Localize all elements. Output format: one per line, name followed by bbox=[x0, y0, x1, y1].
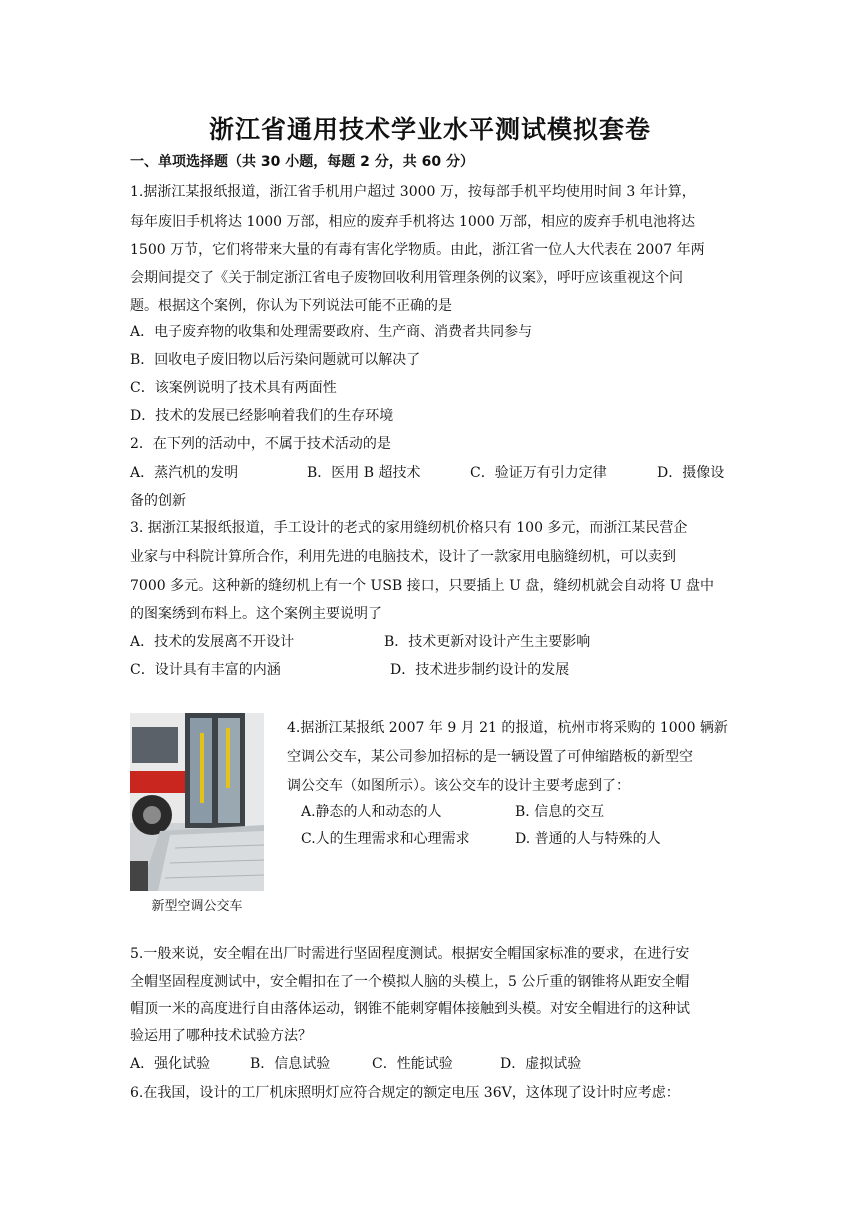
q6-stem: 6.在我国，设计的工厂机床照明灯应符合规定的额定电压 36V，这体现了设计时应考虑： bbox=[130, 1085, 680, 1101]
document-title: 浙江省通用技术学业水平测试模拟套卷 bbox=[208, 115, 651, 144]
q3-option-c: C．设计具有丰富的内涵 bbox=[130, 662, 281, 678]
q5-line: 帽顶一米的高度进行自由落体运动，钢锥不能刺穿帽体接触到头模。对安全帽进行的这种试 bbox=[130, 1001, 690, 1017]
q1-option-a: A．电子废弃物的收集和处理需要政府、生产商、消费者共同参与 bbox=[130, 324, 533, 340]
q2-option-b: B．医用 B 超技术 bbox=[307, 465, 421, 481]
q1-option-c: C．该案例说明了技术具有两面性 bbox=[130, 380, 337, 396]
bus-photo bbox=[130, 713, 264, 891]
q1-line: 每年废旧手机将达 1000 万部，相应的废弃手机将达 1000 万部，相应的废弃手机电池将达 bbox=[130, 214, 696, 230]
q4-line: 4.据浙江某报纸 2007 年 9 月 21 的报道，杭州市将采购的 1000 辆新 bbox=[287, 720, 728, 736]
bus-photo-image bbox=[130, 713, 264, 891]
q3-option-a: A．技术的发展离不开设计 bbox=[130, 634, 295, 650]
q1-line: 1500 万节，它们将带来大量的有毒有害化学物质。由此，浙江省一位人大代表在 2007 年两 bbox=[130, 242, 705, 258]
q5-line: 验运用了哪种技术试验方法？ bbox=[130, 1028, 312, 1044]
q4-option-b: B. 信息的交互 bbox=[515, 804, 605, 820]
q5-option-a: A．强化试验 bbox=[130, 1056, 211, 1072]
section-heading: 一、单项选择题（共 30 小题，每题 2 分，共 60 分） bbox=[130, 154, 474, 170]
q2-option-d-wrap: 备的创新 bbox=[130, 493, 186, 509]
q3-line: 的图案绣到布料上。这个案例主要说明了 bbox=[130, 606, 382, 622]
q3-line: 3. 据浙江某报纸报道，手工设计的老式的家用缝纫机价格只有 100 多元，而浙江某民营企 bbox=[130, 520, 688, 536]
q2-option-d: D．摄像设 bbox=[657, 465, 725, 481]
q2-option-a: A．蒸汽机的发明 bbox=[130, 465, 239, 481]
q3-line: 7000 多元。这种新的缝纫机上有一个 USB 接口，只要插上 U 盘，缝纫机就会自动将 U 盘中 bbox=[130, 578, 715, 594]
q4-option-d: D. 普通的人与特殊的人 bbox=[515, 831, 661, 847]
q1-line: 1.据浙江某报纸报道，浙江省手机用户超过 3000 万，按每部手机平均使用时间 3 年计算， bbox=[130, 184, 696, 200]
q1-line: 会期间提交了《关于制定浙江省电子废物回收利用管理条例的议案》，呼吁应该重视这个问 bbox=[130, 270, 683, 286]
q2-stem: 2．在下列的活动中，不属于技术活动的是 bbox=[130, 436, 391, 452]
photo-caption: 新型空调公交车 bbox=[151, 899, 243, 914]
q4-line: 空调公交车，某公司参加招标的是一辆设置了可伸缩踏板的新型空 bbox=[287, 749, 693, 765]
q4-line: 调公交车（如图所示）。该公交车的设计主要考虑到了： bbox=[287, 778, 630, 794]
q5-option-b: B．信息试验 bbox=[250, 1056, 331, 1072]
q1-option-d: D．技术的发展已经影响着我们的生存环境 bbox=[130, 408, 394, 424]
q4-option-c: C.人的生理需求和心理需求 bbox=[301, 831, 470, 847]
q1-line: 题。根据这个案例，你认为下列说法可能不正确的是 bbox=[130, 298, 452, 314]
q3-line: 业家与中科院计算所合作，利用先进的电脑技术，设计了一款家用电脑缝纫机，可以卖到 bbox=[130, 549, 676, 565]
q1-option-b: B．回收电子废旧物以后污染问题就可以解决了 bbox=[130, 352, 421, 368]
q3-option-b: B．技术更新对设计产生主要影响 bbox=[384, 634, 591, 650]
q3-option-d: D．技术进步制约设计的发展 bbox=[390, 662, 570, 678]
q5-line: 5.一般来说，安全帽在出厂时需进行坚固程度测试。根据安全帽国家标准的要求，在进行安 bbox=[130, 946, 690, 962]
q4-option-a: A.静态的人和动态的人 bbox=[301, 804, 442, 820]
q5-line: 全帽坚固程度测试中，安全帽扣在了一个模拟人脑的头模上，5 公斤重的钢锥将从距安全帽 bbox=[130, 974, 690, 990]
q2-option-c: C．验证万有引力定律 bbox=[470, 465, 607, 481]
q5-option-d: D．虚拟试验 bbox=[500, 1056, 582, 1072]
q5-option-c: C．性能试验 bbox=[372, 1056, 453, 1072]
